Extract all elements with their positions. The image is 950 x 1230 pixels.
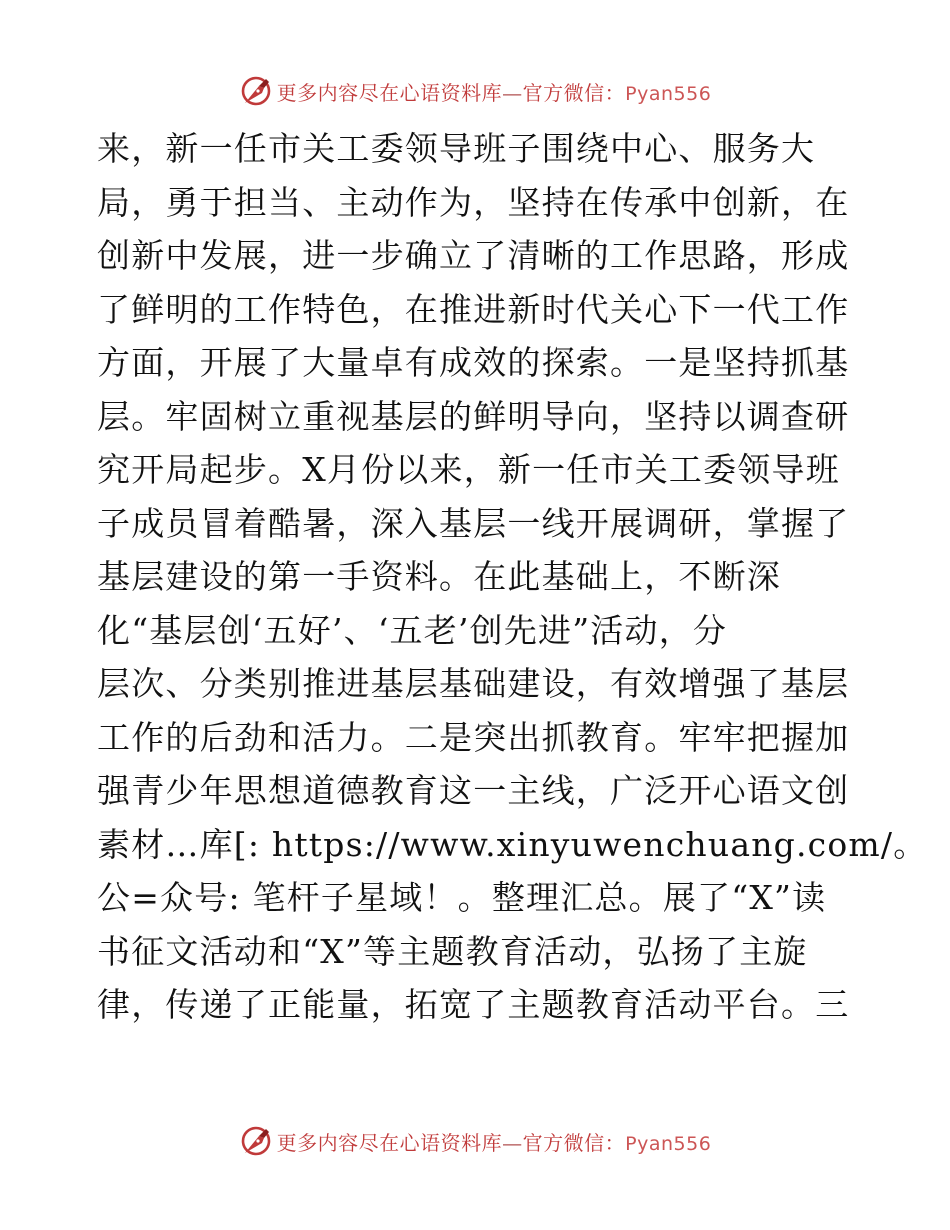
text-line: 来，新一任市关工委领导班子围绕中心、服务大	[97, 129, 816, 168]
banner-wechat-label: 官方微信：	[522, 1130, 626, 1155]
text-line: 究开局起步。X月份以来，新一任市关工委领导班	[97, 450, 840, 489]
text-line: 层。牢固树立重视基层的鲜明导向，坚持以调查研	[97, 396, 850, 436]
banner-separator: —	[502, 1130, 523, 1155]
text-line: 方面，开展了大量卓有成效的探索。一是坚持抓基	[97, 343, 850, 382]
text-line: 子成员冒着酷暑，深入基层一线开展调研，掌握了	[97, 503, 850, 543]
footer-banner	[0, 1121, 950, 1161]
pen-nib-logo-icon	[239, 1124, 273, 1158]
banner-wechat-label: 官方微信：	[522, 80, 626, 105]
pen-nib-logo-icon	[239, 74, 273, 108]
banner-main-text: 更多内容尽在心语资料库	[276, 1130, 503, 1155]
text-line: 素材…库[: https://www.xinyuwenchuang.com/。	[97, 824, 928, 864]
text-line: 层次、分类别推进基层基础建设，有效增强了基层	[97, 664, 850, 703]
text-line: 化“基层创‘五好’、‘五老’创先进”活动，分	[97, 610, 728, 650]
text-line: 强青少年思想道德教育这一主线，广泛开心语文创	[97, 771, 850, 810]
text-line: 工作的后劲和活力。二是突出抓教育。牢牢把握加	[97, 717, 850, 757]
header-banner-text	[277, 77, 712, 106]
banner-wechat-id: Pyan556	[625, 82, 712, 105]
text-line: 公=众号: 笔杆子星域！。整理汇总。展了“X”读	[97, 878, 827, 917]
text-line: 书征文活动和“X”等主题教育活动，弘扬了主旋	[97, 931, 808, 971]
banner-main-text: 更多内容尽在心语资料库	[276, 80, 503, 105]
text-line: 创新中发展，进一步确立了清晰的工作思路，形成	[97, 236, 850, 275]
header-banner	[0, 71, 950, 111]
banner-wechat-id: Pyan556	[625, 1132, 712, 1155]
text-line: 局，勇于担当、主动作为，坚持在传承中创新，在	[97, 182, 850, 222]
text-line: 律，传递了正能量，拓宽了主题教育活动平台。三	[97, 985, 850, 1024]
document-body	[97, 122, 928, 1032]
text-line: 了鲜明的工作特色，在推进新时代关心下一代工作	[97, 289, 850, 329]
text-line: 基层建设的第一手资料。在此基础上，不断深	[97, 557, 781, 596]
footer-banner-text	[277, 1127, 712, 1156]
banner-separator: —	[502, 80, 523, 105]
